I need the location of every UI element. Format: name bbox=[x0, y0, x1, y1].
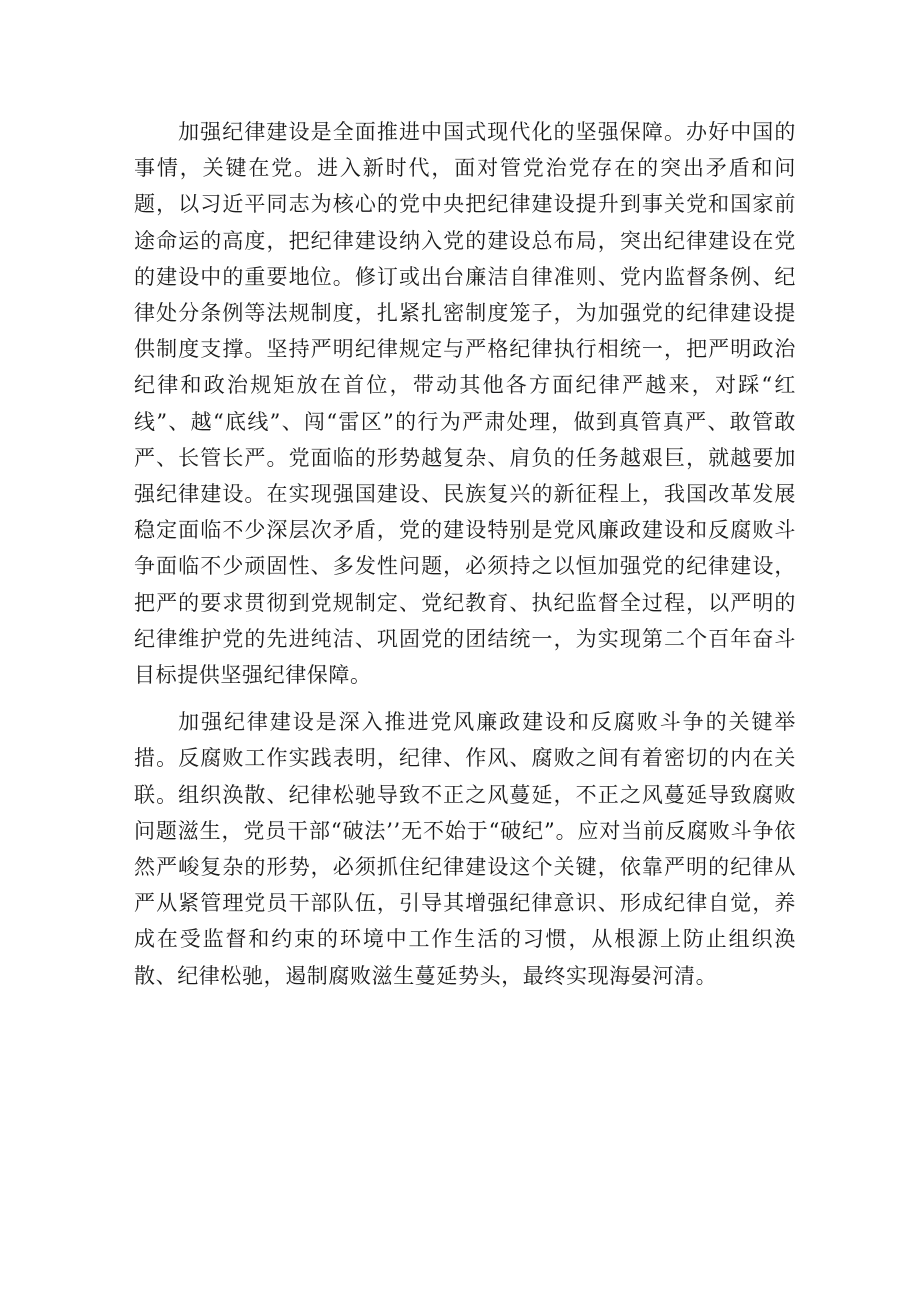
paragraph-1: 加强纪律建设是全面推进中国式现代化的坚强保障。办好中国的事情，关键在党。进入新时代，面对管党治党存在的突出矛盾和问题，以习近平同志为核心的党中央把纪律建设提升到事关党和国家前途命运的高度，把纪律建设纳入党的建设总布局，突出纪律建设在党的建设中的重要地位。修订或出台廉洁自律准则、党内监督条例、纪律处分条例等法规制度，扎紧扎密制度笼子，为加强党的纪律建设提供制度支撑。坚持严明纪律规定与严格纪律执行相统一，把严明政治纪律和政治规矩放在首位，带动其他各方面纪律严越来，对踩“红线”、越“底线”、闯“雷区”的行为严肃处理，做到真管真严、敢管敢严、长管长严。党面临的形势越复杂、肩负的任务越艰巨，就越要加强纪律建设。在实现强国建设、民族复兴的新征程上，我国改革发展稳定面临不少深层次矛盾，党的建设特别是党风廉政建设和反腐败斗争面临不少顽固性、多发性问题，必须持之以恒加强党的纪律建设，把严的要求贯彻到党规制定、党纪教育、执纪监督全过程，以严明的纪律维护党的先进纯洁、巩固党的团结统一，为实现第二个百年奋斗目标提供坚强纪律保障。 bbox=[134, 120, 796, 688]
document-body bbox=[134, 114, 796, 994]
paragraph-2: 加强纪律建设是深入推进党风廉政建设和反腐败斗争的关键举措。反腐败工作实践表明，纪律、作风、腐败之间有着密切的内在关联。组织涣散、纪律松驰导致不正之风蔓延，不正之风蔓延导致腐败问题滋生，党员干部“破法’’无不始于“破纪”。应对当前反腐败斗争依然严峻复杂的形势，必须抓住纪律建设这个关键，依靠严明的纪律从严从紧管理党员干部队伍，引导其增强纪律意识、形成纪律自觉，养成在受监督和约束的环境中工作生活的习惯，从根源上防止组织涣散、纪律松驰，遏制腐败滋生蔓延势头，最终实现海晏河清。 bbox=[134, 710, 796, 988]
